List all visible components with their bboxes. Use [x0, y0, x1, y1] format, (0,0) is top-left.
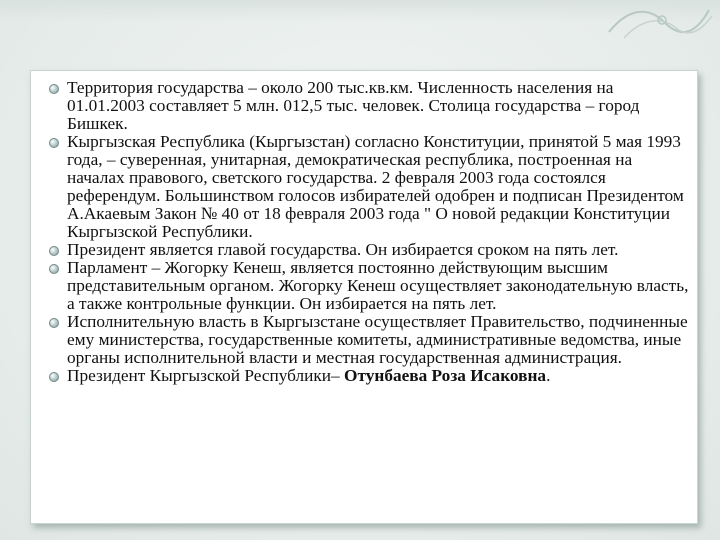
list-item: [49, 241, 689, 259]
president-label: Президент Кыргызской Республики–: [67, 366, 345, 385]
list-item: [49, 367, 689, 385]
bullet-icon: [49, 264, 59, 274]
bullet-list: [49, 79, 689, 385]
bullet-icon: [49, 138, 59, 148]
corner-swirl-decoration: [604, 2, 714, 42]
period: .: [546, 366, 551, 385]
list-item: [49, 259, 689, 313]
president-name: Отунбаева Роза Исаковна: [344, 366, 547, 385]
bullet-text: Кыргызская Республика (Кыргызстан) согласно Конституции, принятой 5 мая 1993 года, – суверенная, унитарная, демократическая республика, построенная на началах правового, светского государства. 2 февраля 2003 года состоялся референдум. Большинством голосов избирателей одобрен и подписан Президентом А.Акаевым Закон № 40 от 18 февраля 2003 года " О новой редакции Конституции Кыргызской Республики.: [67, 132, 684, 241]
swirl-ornament-icon: [604, 2, 714, 42]
bullet-text: Исполнительную власть в Кыргызстане осуществляет Правительство, подчиненные ему министерства, государственные комитеты, административные ведомства, иные органы исполнительной власти и местная государственная администрация.: [67, 312, 688, 367]
bullet-icon: [49, 84, 59, 94]
list-item: [49, 133, 689, 241]
bullet-icon: [49, 246, 59, 256]
text-panel: [30, 70, 698, 524]
bullet-icon: [49, 318, 59, 328]
bullet-text: Президент является главой государства. Он избирается сроком на пять лет.: [67, 240, 619, 259]
list-item: [49, 79, 689, 133]
bullet-icon: [49, 372, 59, 382]
bullet-text: Территория государства – около 200 тыс.кв.км. Численность населения на 01.01.2003 составляет 5 млн. 012,5 тыс. человек. Столица государства – город Бишкек.: [67, 78, 640, 133]
list-item: [49, 313, 689, 367]
bullet-text: Парламент – Жогорку Кенеш, является постоянно действующим высшим представительным органом. Жогорку Кенеш осуществляет законодательную власть, а также контрольные функции. Он избирается на пять лет.: [67, 258, 689, 313]
